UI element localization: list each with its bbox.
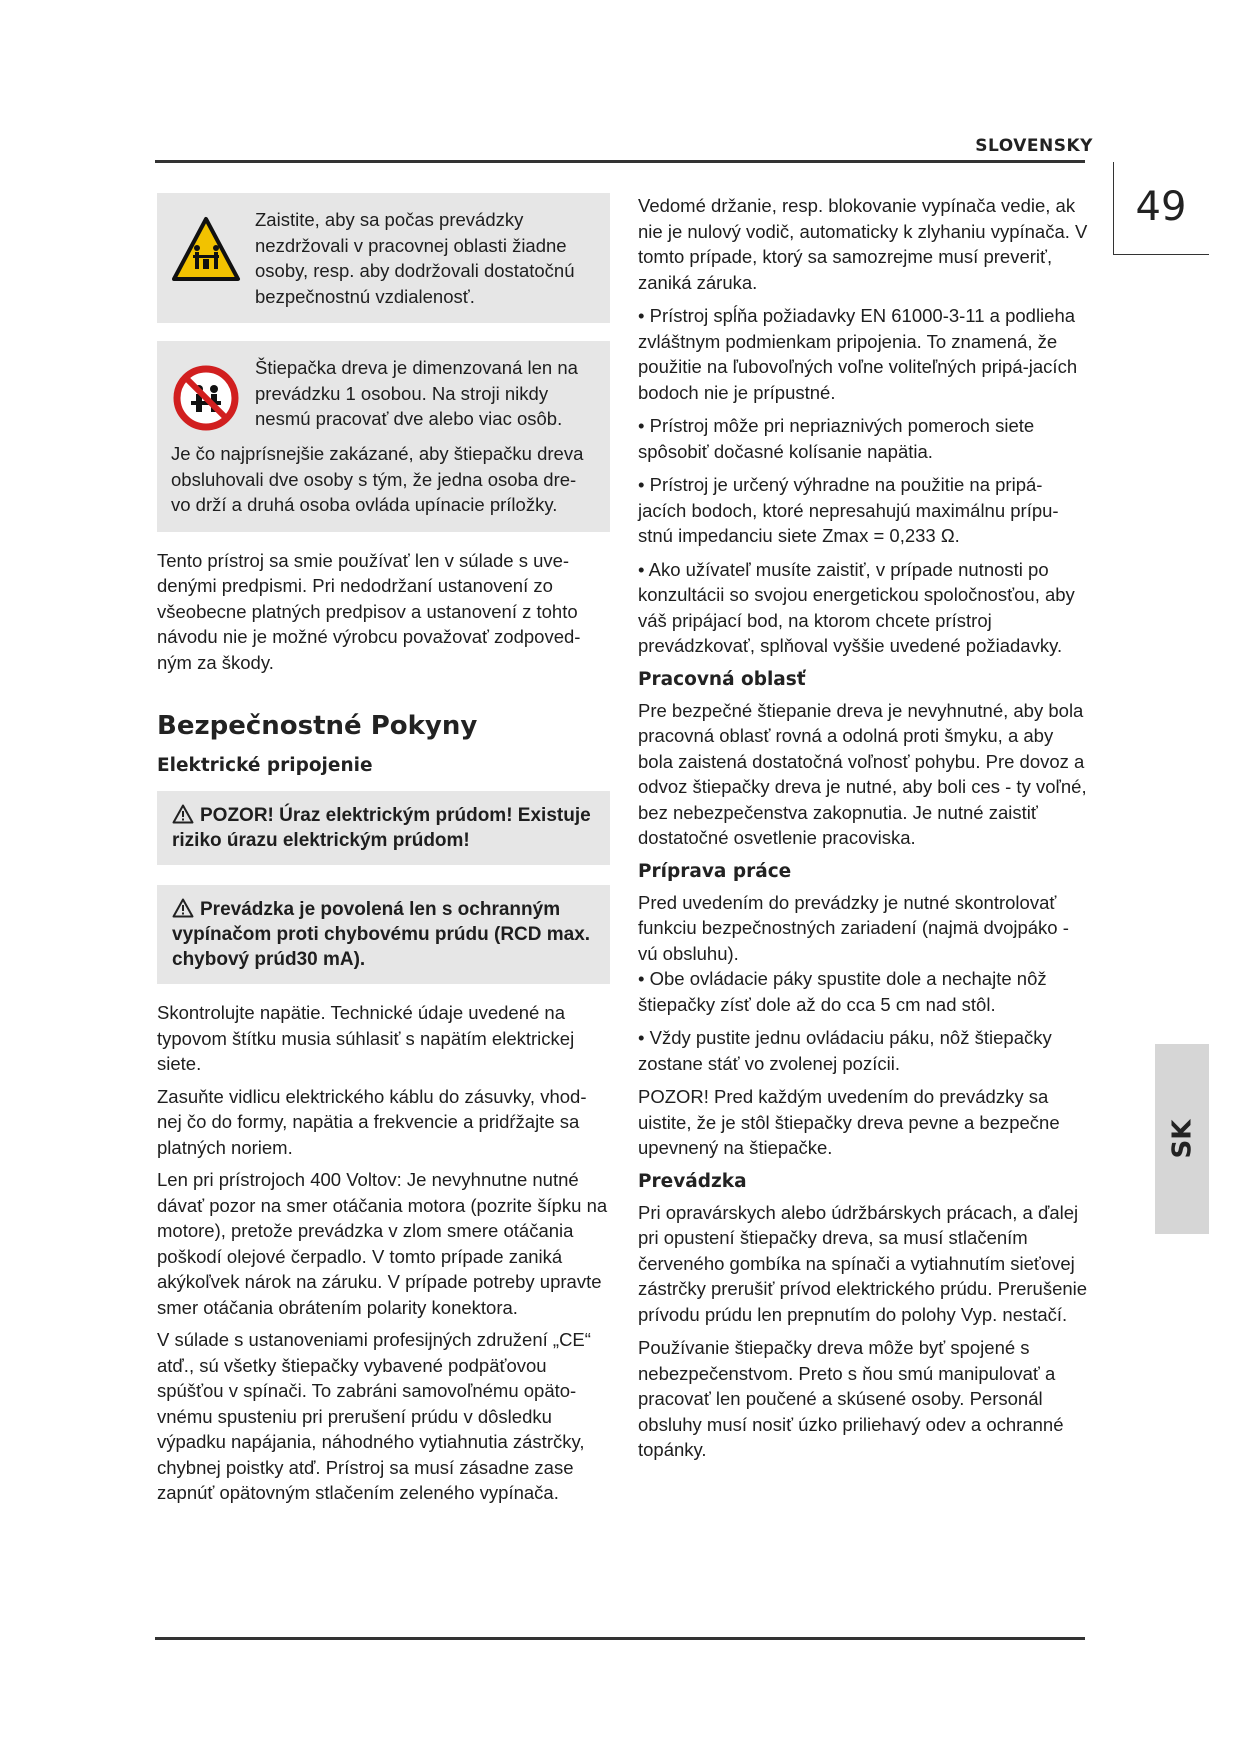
language-tab-label: SK: [1167, 1119, 1197, 1159]
operation-paragraph-1: Pri opravárskych alebo údržbárskych prácach, a ďalej pri opustení štiepačky dreva, sa musí stlačením červeného gombíka na spínači a vytiahnutím sieťovej zástrčky prerušiť prívod elektrického prúdu. Prerušenie prívodu prúdu len prepnutím do polohy Vyp. nestačí.: [638, 1201, 1088, 1325]
left-column: [157, 193, 610, 1513]
operation-heading: Prevádzka: [638, 1170, 747, 1192]
work-preparation-heading: Príprava práce: [638, 860, 792, 882]
undervoltage-paragraph: V súlade s ustanoveniami profesijných združení „CE“ atď., sú všetky štiepačky vybavené podpäťovou spúšťou v spínači. To zabráni samovoľnému opäto-vnému spusteniu pri prerušení prúdu v dôsledku výpadku napájania, náhodného vytiahnutia zástrčky, chybnej poistky atď. Prístroj sa musí zásadne zase zapnúť opätovným stlačením zeleného vypínača.: [157, 1329, 591, 1503]
warning-triangle-icon: [172, 898, 194, 918]
bystander-warning-box: [157, 193, 610, 323]
switch-paragraph: Vedomé držanie, resp. blokovanie vypínača vedie, ak nie je nulový vodič, automaticky k zlyhaniu vypínača. V tomto prípade, ktorý sa samozrejme musí preveriť, zaniká záruka.: [638, 195, 1088, 293]
electrical-connection-heading: Elektrické pripojenie: [157, 755, 373, 776]
list-item: • Prístroj môže pri nepriaznivých pomeroch siete spôsobiť dočasné kolísanie napätia.: [638, 413, 1088, 464]
plug-paragraph: Zasuňte vidlicu elektrického káblu do zásuvky, vhod-nej čo do formy, napätia a frekvencie a pridŕžajte sa platných noriem.: [157, 1085, 587, 1158]
list-item: • Vždy pustite jednu ovládaciu páku, nôž štiepačky zostane stáť vo zvolenej pozícii.: [638, 1025, 1088, 1076]
operation-paragraph-2: Používanie štiepačky dreva môže byť spojené s nebezpečenstvom. Preto s ňou smú manipulovať a pracovať len poučené a skúsené osoby. Personál obsluhy musí nosiť úzko priliehavý odev a ochranné topánky.: [638, 1337, 1064, 1460]
list-item: • Obe ovládacie páky spustite dole a nechajte nôž štiepačky zísť dole až do cca 5 cm nad stôl.: [638, 966, 1088, 1017]
intro-paragraph: Tento prístroj sa smie používať len v súlade s uve-denými predpismi. Pri nedodržaní ustanovení zo všeobecne platných predpisov a ustanovení z tohto návodu nie je možné výrobcu považovať zodpoved-ným za škody.: [157, 549, 581, 673]
list-item: • Prístroj spĺňa požiadavky EN 61000-3-11 a podlieha zvláštnym podmienkam pripojenia. To znamená, že použitie na ľubovoľných voľne voliteľných pripá-jacích bodoch nie je prípustné.: [638, 303, 1088, 405]
rotation-paragraph: Len pri prístrojoch 400 Voltov: Je nevyhnutne nutné dávať pozor na smer otáčania motora (pozrite šípku na motore), pretože prevádzka v zlom smere otáčania poškodí olejové čerpadlo. V tomto prípade zaniká akýkoľvek nárok na záruku. V prípade potreby upravte smer otáčania obrátením polarity konektora.: [157, 1169, 608, 1318]
warning-triangle-icon: [172, 804, 194, 824]
header-rule: [155, 160, 1085, 163]
warning-bystander-icon: [171, 215, 241, 285]
footer-rule: [155, 1637, 1085, 1640]
rcd-warning-box: [157, 885, 610, 984]
one-person-box: [157, 341, 610, 532]
list-item: • Prístroj je určený výhradne na použitie na pripá-jacích bodoch, ktoré nepresahujú maximálnu prípu-stnú impedanciu siete Zmax = 0,233 Ω.: [638, 472, 1088, 549]
rcd-warning-text: Prevádzka je povolená len s ochranným vypínačom proti chybovému prúdu (RCD max. chybový prúd30 mA).: [172, 899, 591, 970]
list-item: • Ako užívateľ musíte zaistiť, v prípade nutnosti po konzultácii so svojou energetickou spoločnosťou, aby váš pripájací bod, na ktorom chcete prístroj prevádzkovať, splňoval vyššie uvedené požiadavky.: [638, 557, 1088, 659]
right-column: [638, 193, 1088, 1471]
electric-shock-warning-text: POZOR! Úraz elektrickým prúdom! Existuje riziko úrazu elektrickým prúdom!: [172, 805, 591, 851]
language-label: SLOVENSKY: [975, 136, 1093, 156]
one-person-text: Štiepačka dreva je dimenzovaná len na prevádzku 1 osobou. Na stroji nikdy nesmú pracovať dve alebo viac osôb.: [255, 357, 578, 429]
caution-paragraph: POZOR! Pred každým uvedením do prevádzky sa uistite, že je stôl štiepačky dreva pevne a bezpečne upevnený na štiepačke.: [638, 1086, 1060, 1158]
voltage-paragraph: Skontrolujte napätie. Technické údaje uvedené na typovom štítku musia súhlasiť s napätím elektrickej siete.: [157, 1002, 575, 1074]
electric-shock-warning-box: [157, 791, 610, 865]
preparation-paragraph: Pred uvedením do prevádzky je nutné skontrolovať funkciu bezpečnostných zariadení (najmä dvojpáko - vú obsluhu).: [638, 891, 1069, 964]
language-tab: [1155, 1044, 1209, 1234]
one-person-only-prohibition-icon: [171, 363, 241, 433]
section-heading: Bezpečnostné Pokyny: [157, 711, 478, 741]
page-number: 49: [1135, 184, 1187, 230]
bystander-warning-text: Zaistite, aby sa počas prevádzky nezdržovali v pracovnej oblasti žiadne osoby, resp. aby dodržovali dostatočnú bezpečnostnú vzdialenosť.: [255, 209, 575, 307]
one-person-text-2: Je čo najprísnejšie zakázané, aby štiepačku dreva obsluhovali dve osoby s tým, že jedna osoba dre-vo drží a druhá osoba ovláda upínacie príložky.: [171, 443, 584, 515]
work-area-heading: Pracovná oblasť: [638, 668, 806, 690]
work-area-paragraph: Pre bezpečné štiepanie dreva je nevyhnutné, aby bola pracovná oblasť rovná a odolná proti šmyku, a aby bola zaistená dostatočná voľnosť pohybu. Pre dovoz a odvoz štiepačky dreva je nutné, aby boli ces - ty voľné, bez nebezpečenstva zakopnutia. Je nutné zaistiť dostatočné osvetlenie pracoviska.: [638, 699, 1087, 848]
